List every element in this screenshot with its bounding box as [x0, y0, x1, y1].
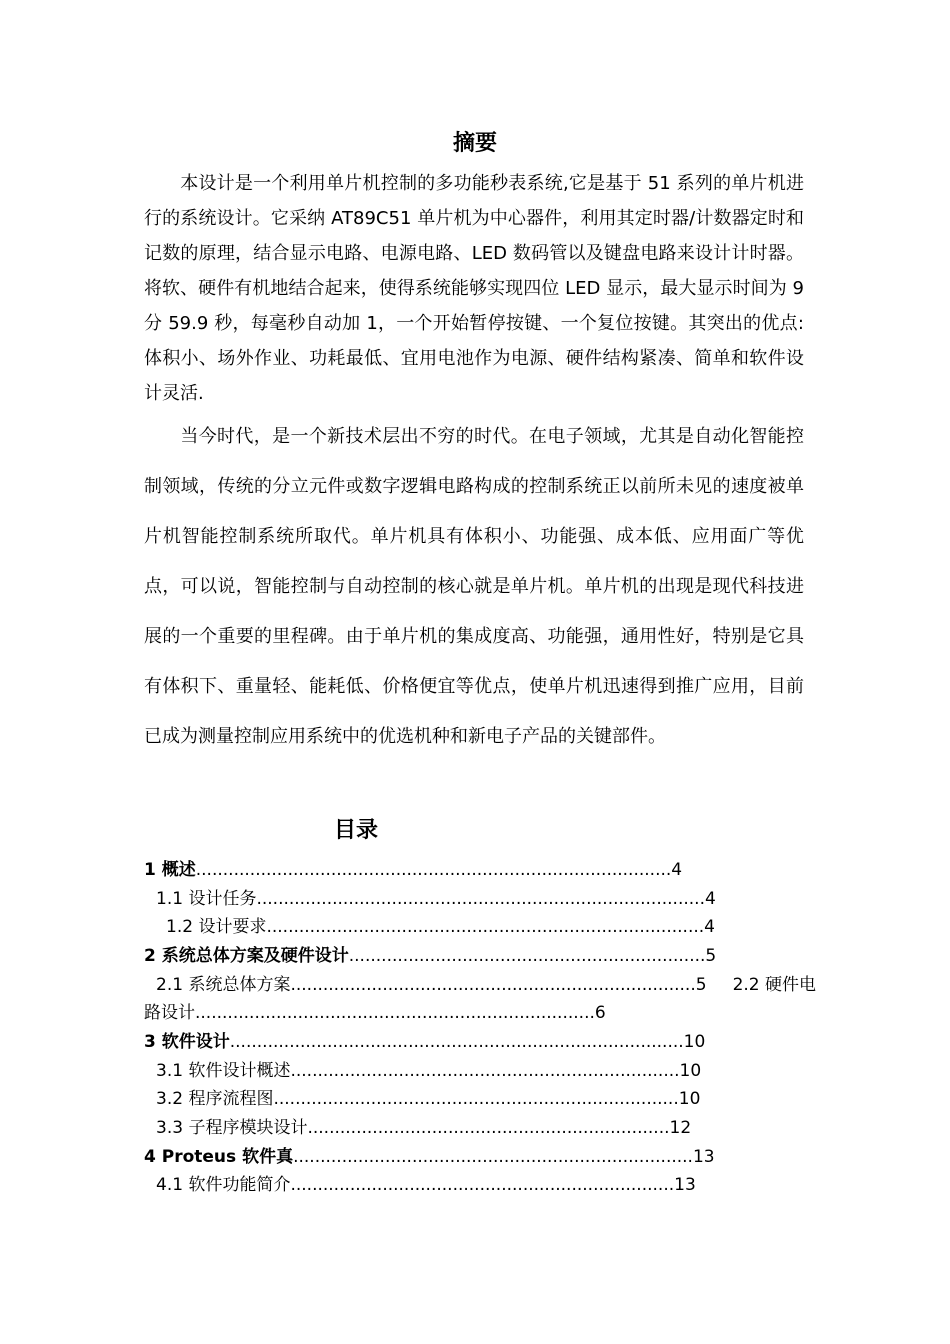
toc-entry-label: 路设计 — [144, 1003, 195, 1023]
toc-entry-page: 13 — [674, 1175, 696, 1195]
abstract-paragraph-2-text: 当今时代，是一个新技术层出不穷的时代。在电子领域，尤其是自动化智能控制领域，传统的分立元件或数字逻辑电路构成的控制系统正以前所未见的速度被单片机智能控制系统所取代。单片机具有体积小、功能强、成本低、应用面广等优点，可以说，智能控制与自动控制的核心就是单片机。单片机的出现是现代科技进展的一个重要的里程碑。由于单片机的集成度高、功能强，通用性好，特别是它具有体积下、重量轻、能耗低、价格便宜等优点，使单片机迅速得到推广应用，目前已成为测量控制应用系统中的优选机种和新电子产品的关键部件。 — [144, 426, 804, 747]
toc-entry-label: 1 概述 — [144, 860, 196, 880]
toc-entry-label: 3.1 软件设计概述 — [156, 1061, 291, 1081]
toc-entry-dots: ........................................................................ — [290, 1061, 680, 1081]
toc-entry-label: 3.2 程序流程图 — [156, 1089, 274, 1109]
toc-entry-page: 13 — [692, 1147, 715, 1167]
toc-entry-label: 1.2 设计要求 — [166, 917, 267, 937]
toc-entry[interactable] — [156, 1114, 691, 1142]
toc-entry-dots: .......................................................................... — [293, 1147, 693, 1167]
toc-entry-dots: ........................................................................... — [290, 975, 696, 995]
toc-entry-page: 4 — [704, 917, 715, 937]
toc-entry-label: 3.3 子程序模块设计 — [156, 1118, 308, 1138]
toc-entry-dots: ........................................................................................ — [195, 860, 672, 880]
toc-entry-dots: ........................................................................... — [273, 1089, 679, 1109]
toc-entry-label: 1.1 设计任务 — [156, 889, 257, 909]
toc-entry-tail: 2.2 硬件电 — [732, 975, 817, 995]
toc-entry-page: 4 — [704, 889, 716, 909]
abstract-paragraph-1 — [144, 166, 804, 411]
toc-entry-page: 6 — [594, 1003, 606, 1023]
toc-title: 目录 — [334, 818, 379, 843]
toc-entry-page: 10 — [679, 1061, 702, 1081]
abstract-paragraph-1-text: 本设计是一个利用单片机控制的多功能秒表系统,它是基于 51 系列的单片机进行的系统设计。它采纳 AT89C51 单片机为中心器件，利用其定时器/计数器定时和记数的原理，结合显示电路、电源电路、LED 数码管以及键盘电路来设计计时器。将软、硬件有机地结合起来，使得系统能够实现四位 LED 显示，最大显示时间为 9 分 59.9 秒，每毫秒自动加 1，一个开始暂停按键、一个复位按键。其突出的优点:体积小、场外作业、功耗最低、宜用电池作为电源、硬件结构紧凑、简单和软件设计灵活. — [144, 173, 804, 404]
toc-entry-label: 4.1 软件功能简介 — [156, 1175, 291, 1195]
toc-entry-dots: ................................................................................. — [266, 917, 705, 937]
toc-entry-label: 3 软件设计 — [144, 1032, 230, 1052]
toc-entry-dots: ....................................................................... — [290, 1175, 675, 1195]
toc-entry-page: 12 — [669, 1118, 692, 1138]
toc-entry[interactable] — [166, 913, 715, 941]
toc-entry[interactable] — [156, 1057, 701, 1085]
toc-entry-page: 5 — [695, 975, 707, 995]
toc-entry[interactable] — [144, 999, 606, 1027]
toc-entry[interactable] — [156, 1171, 696, 1199]
toc-entry-label: 4 Proteus 软件真 — [144, 1147, 294, 1167]
toc-entry-label: 2.1 系统总体方案 — [156, 975, 291, 995]
abstract-paragraph-2 — [144, 412, 804, 762]
toc-entry[interactable] — [144, 1028, 705, 1056]
toc-entry-dots: .......................................................................... — [195, 1003, 595, 1023]
toc-entry[interactable] — [144, 1143, 715, 1171]
toc-entry[interactable] — [156, 971, 816, 999]
toc-entry-page: 10 — [678, 1089, 701, 1109]
toc-entry-dots: ................................................................................... — [256, 889, 705, 909]
toc-entry-dots: ................................................................... — [307, 1118, 670, 1138]
toc-entry[interactable] — [144, 856, 682, 884]
abstract-title: 摘要 — [452, 131, 497, 156]
toc-entry-dots: .................................................................................... — [229, 1032, 684, 1052]
toc-entry-dots: .................................................................. — [348, 946, 706, 966]
toc-entry-page: 4 — [671, 860, 683, 880]
toc-entry[interactable] — [156, 1085, 700, 1113]
toc-entry-label: 2 系统总体方案及硬件设计 — [144, 946, 349, 966]
toc-entry-page: 10 — [683, 1032, 706, 1052]
toc-entry[interactable] — [156, 885, 716, 913]
toc-entry[interactable] — [144, 942, 716, 970]
toc-entry-page: 5 — [705, 946, 717, 966]
